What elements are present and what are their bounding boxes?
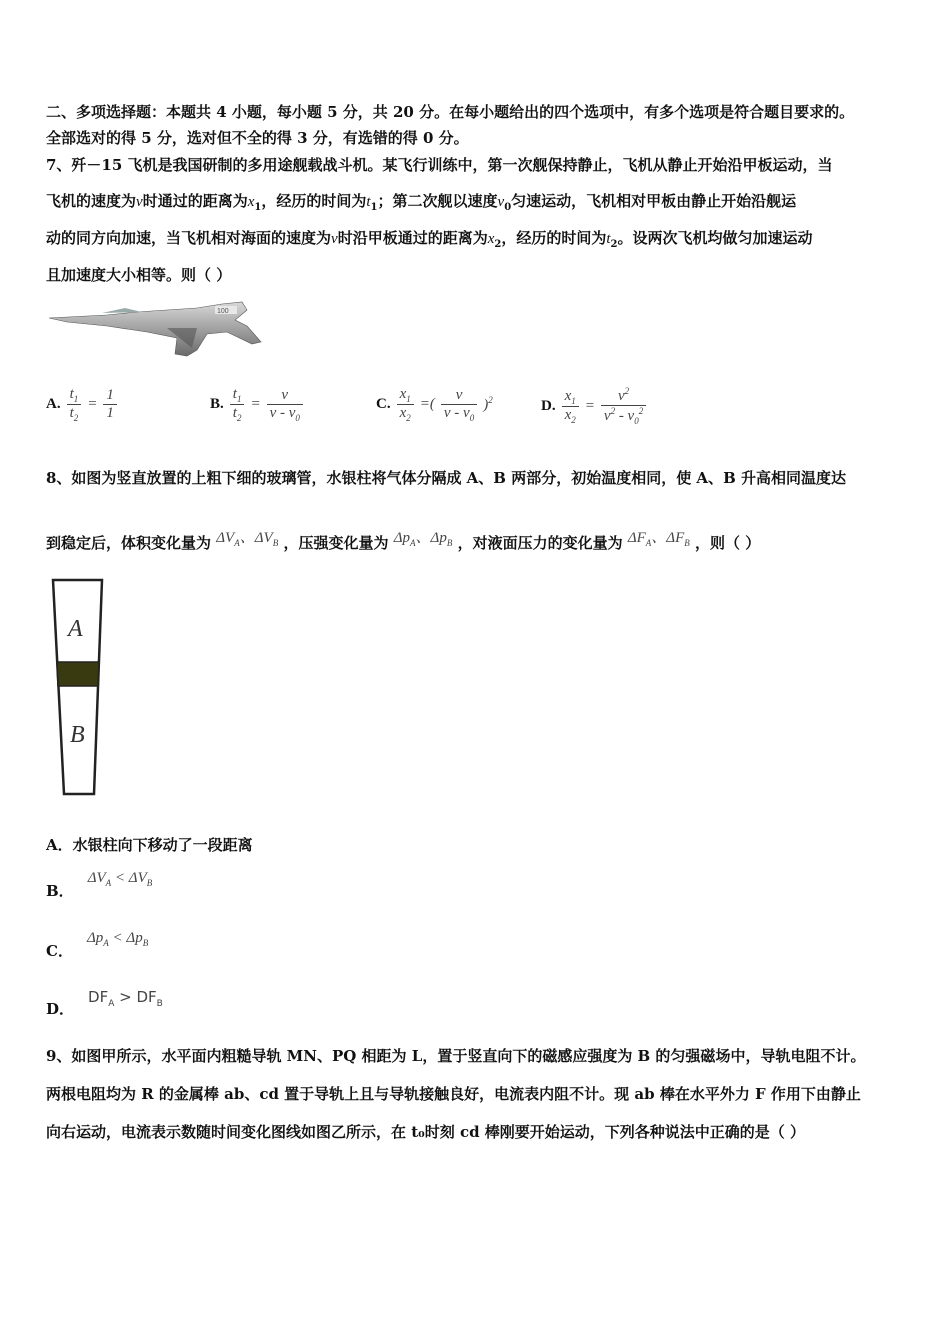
fighter-jet-image [47,298,267,362]
q8-option-a[interactable]: A．水银柱向下移动了一段距离 [46,836,253,854]
fraction: $\frac{t_1}{t_2}$ [67,386,82,423]
fraction: $\frac{x_1}{x_2}$ [397,386,414,423]
gas-b-label: B [70,722,85,748]
fraction: $\frac{v}{v - v_0}$ [441,387,477,423]
q8-line-2: 到稳定后，体积变化量为 $\Delta V_A$、$\Delta V_B$ ，压强变化量为 $\Delta p_A$、$\Delta p_B$ ，对液面压力的变化量为 $\Delta F_A$、$\Delta F_B$ ，则（ ） [46,530,761,552]
q8-line-1: 8、如图为竖直放置的上粗下细的玻璃管，水银柱将气体分隔成 A、B 两部分，初始温度相同，使 A、B 升高相同温度达 [46,469,846,487]
fraction: $\frac{t_1}{t_2}$ [230,386,245,423]
q8-option-b[interactable]: B． $\Delta V_A < \Delta V_B$ [46,870,153,900]
svg-text:100: 100 [217,308,229,315]
fraction: $\frac{v}{v - v_0}$ [267,387,303,423]
q8-option-d[interactable]: D． $DF_A > DF_B$ [46,988,163,1018]
section-line-1: 二、多项选择题：本题共 4 小题，每小题 5 分，共 20 分。在每小题给出的四个选项中，有多个选项是符合题目要求的。 [46,103,855,121]
fraction: $\frac{x_1}{x_2}$ [562,388,579,425]
fraction: $\frac{v^2}{v^2 - v_0^2}$ [601,386,646,426]
fraction: $\frac{1}{1}$ [103,387,117,422]
q7-option-b[interactable]: B. $\frac{t_1}{t_2}$ = $\frac{v}{v - v_0}$ [210,386,303,423]
q7-line-1: 7、歼－15 飞机是我国研制的多用途舰载战斗机。某飞行训练中，第一次舰保持静止，飞机从静止开始沿甲板运动，当 [46,156,833,174]
q7-line-2: 飞机的速度为v时通过的距离为$x_1$，经历的时间为$t_1$；第二次舰以速度$v_0$匀速运动，飞机相对甲板由静止开始沿舰运 [46,192,797,213]
q9-line-3: 向右运动，电流表示数随时间变化图线如图乙所示，在 t₀时刻 cd 棒刚要开始运动，下列各种说法中正确的是（ ） [46,1123,806,1141]
q7-line-4: 且加速度大小相等。则（ ） [46,266,232,284]
q8-option-c[interactable]: C． $\Delta p_A < \Delta p_B$ [46,930,149,960]
mercury-column [57,662,99,686]
q7-line-3: 动的同方向加速，当飞机相对海面的速度为v时沿甲板通过的距离为$x_2$，经历的时间为$t_2$。设两次飞机均做匀加速运动 [46,229,813,250]
q7-option-a[interactable]: A. $\frac{t_1}{t_2}$ = $\frac{1}{1}$ [46,386,117,423]
q9-line-2: 两根电阻均为 R 的金属棒 ab、cd 置于导轨上且与导轨接触良好，电流表内阻不计。现 ab 棒在水平外力 F 作用下由静止 [46,1085,861,1103]
section-line-2: 全部选对的得 5 分，选对但不全的得 3 分，有选错的得 0 分。 [46,129,469,147]
q7-option-c[interactable]: C. $\frac{x_1}{x_2}$ =( $\frac{v}{v - v_0}$ )$^2$ [376,386,493,423]
gas-a-label: A [68,616,83,642]
q7-option-d[interactable]: D. $\frac{x_1}{x_2}$ = $\frac{v^2}{v^2 - v_0^2}$ [541,386,646,426]
glass-tube-figure [50,578,106,798]
q9-line-1: 9、如图甲所示，水平面内粗糙导轨 MN、PQ 相距为 L，置于竖直向下的磁感应强度为 B 的匀强磁场中，导轨电阻不计。 [46,1047,866,1065]
